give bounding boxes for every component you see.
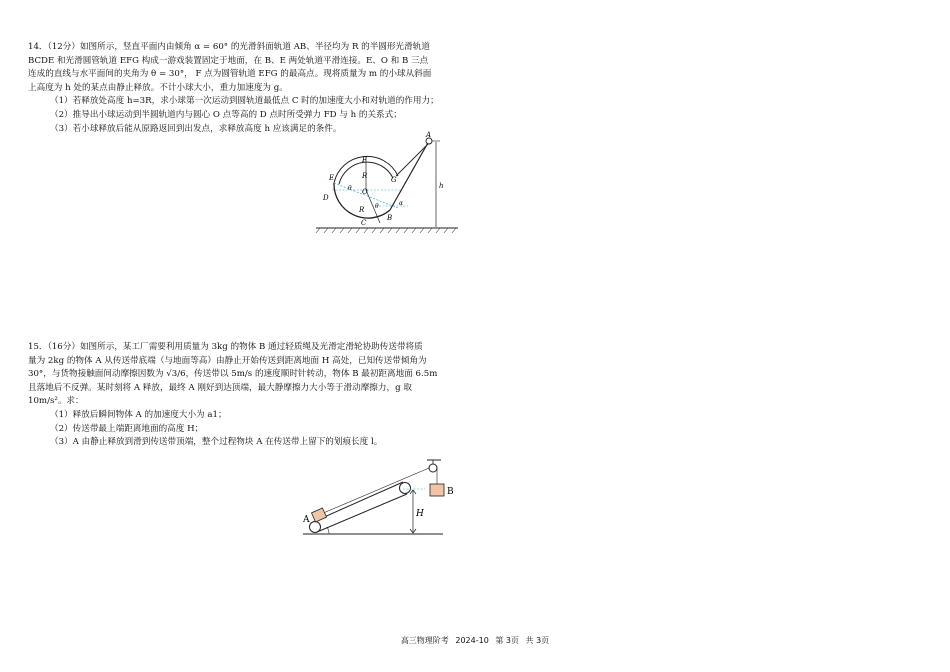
figure-15-conveyor-diagram xyxy=(295,456,465,538)
label-f: F xyxy=(362,156,367,164)
footer-date: 2024-10 xyxy=(455,636,489,645)
q14-line-2: BCDE 和光滑圆管轨道 EFG 构成一游戏装置固定于地面，在 B、E 两处轨道平滑连接。E、O 和 B 三点 xyxy=(28,55,429,66)
label-h: h xyxy=(439,182,444,190)
q15-line-2: 量为 2kg 的物体 A 从传送带底端（与地面等高）由静止开始传送到距离地面 H 高处，已知传送带倾角为 xyxy=(28,355,427,366)
footer-exam-title: 高三物理阶考 xyxy=(400,636,449,645)
q14-line-4: 上高度为 h 处的某点由静止释放。不计小球大小，重力加速度为 g。 xyxy=(28,82,288,93)
question-15 xyxy=(28,341,468,450)
label-theta-1: θ xyxy=(348,185,352,192)
angle-arc xyxy=(327,527,329,534)
belt-roller-bottom xyxy=(310,522,321,533)
label-c: C xyxy=(361,219,367,227)
label-o: O xyxy=(362,188,368,196)
footer-total: 共 3页 xyxy=(525,636,550,645)
q14-line-3: 连成的直线与水平面间的夹角为 θ = 30°， F 点为圆管轨道 EFG 的最高点。现将质量为 m 的小球从斜面 xyxy=(28,69,432,80)
label-r-lower: R xyxy=(359,206,365,214)
label-alpha: α xyxy=(399,200,404,207)
footer-page: 第 3页 xyxy=(495,636,519,645)
q15-line-1: 15．（16分）如图所示，某工厂需要利用质量为 3kg 的物体 B 通过轻质绳及光滑定滑轮协助传送带将质 xyxy=(28,342,423,352)
label-d: D xyxy=(323,194,329,202)
q14-sub-1: （1）若释放处高度 h=3R，求小球第一次运动到圆轨道最低点 C 时的加速度大小和对轨道的作用力； xyxy=(50,96,439,107)
ground-hatching xyxy=(316,228,456,233)
q14-sub-2: （2）推导出小球运动到半圆轨道内与圆心 O 点等高的 D 点时所受弹力 FD 与 h 的关系式； xyxy=(50,109,402,120)
label-theta-2: θ xyxy=(375,203,379,210)
page-footer xyxy=(0,635,950,646)
block-a xyxy=(311,508,326,522)
question-14 xyxy=(28,41,468,136)
q15-line-4: 且落地后不反弹。某时刻将 A 释放，最终 A 刚好到达顶端，最大静摩擦力大小等于滑动摩擦力，g 取 xyxy=(28,382,412,393)
figure-14-track-diagram xyxy=(312,128,462,236)
q15-line-5: 10m/s²。求： xyxy=(28,396,84,407)
label-a: A xyxy=(426,131,432,139)
q14-sub-3: （3）若小球释放后能从原路返回到出发点，求释放高度 h 应该满足的条件。 xyxy=(50,123,342,134)
block-b xyxy=(430,484,444,496)
label-height-H: H xyxy=(416,509,424,519)
q14-line-1: 14．（12分）如图所示，竖直平面内由倾角 α = 60° 的光滑斜面轨道 AB、半径均为 R 的半圆形光滑轨道 xyxy=(28,42,430,52)
fixed-pulley xyxy=(429,464,437,472)
label-r-upper: R xyxy=(362,172,368,180)
q15-sub-1: （1）释放后瞬间物体 A 的加速度大小为 a1； xyxy=(50,409,227,420)
belt-roller-top xyxy=(400,483,411,494)
label-block-a: A xyxy=(303,515,310,525)
q15-sub-3: （3）A 由静止释放到滑到传送带顶端，整个过程物块 A 在传送带上留下的划痕长度 l。 xyxy=(50,437,383,448)
label-b: B xyxy=(387,214,393,222)
label-e: E xyxy=(329,174,335,182)
label-g: G xyxy=(391,176,397,184)
q15-line-3: 30°，与货物接触面间动摩擦因数为 √3/6，传送带以 5m/s 的速度顺时针转动，物体 B 最初距离地面 6.5m xyxy=(28,369,438,380)
q15-sub-2: （2）传送带最上端距离地面的高度 H； xyxy=(50,423,204,434)
label-block-b: B xyxy=(447,487,454,497)
belt-top xyxy=(313,482,403,522)
